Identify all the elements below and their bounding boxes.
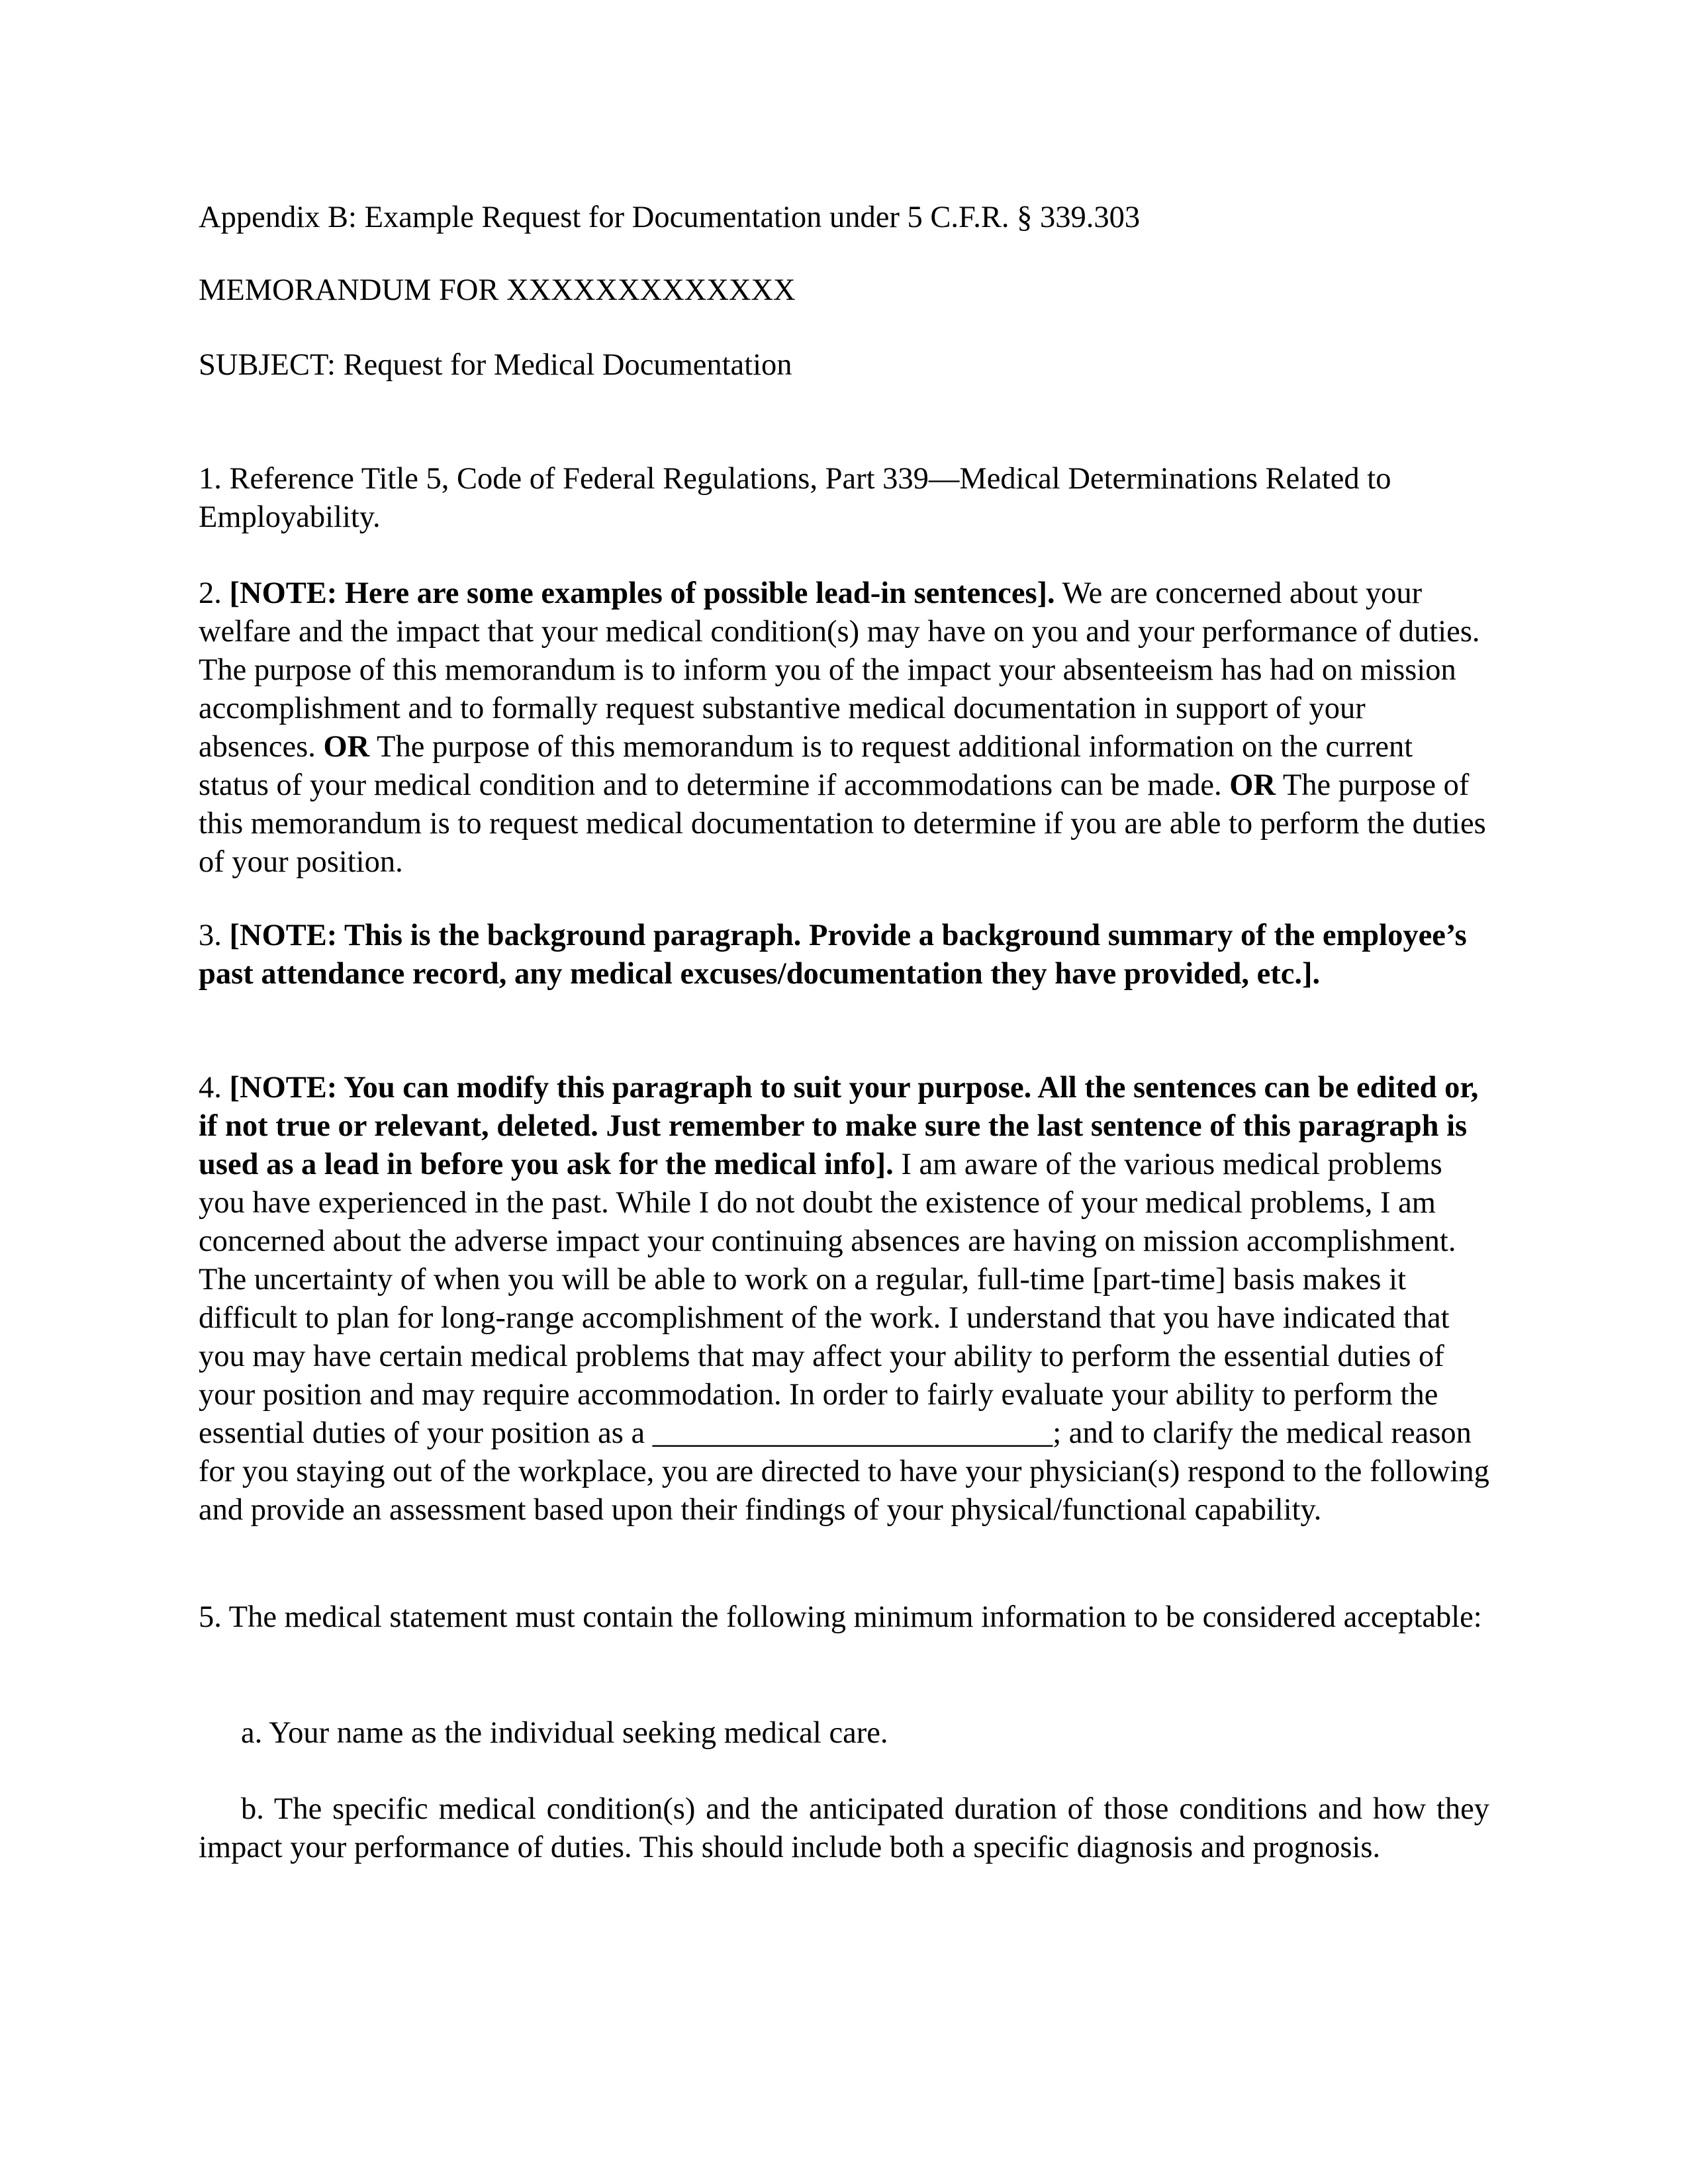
memorandum-for-line: MEMORANDUM FOR XXXXXXXXXXXXX — [199, 273, 796, 307]
paragraph-2-or-2: OR — [1229, 768, 1276, 802]
appendix-heading: Appendix B: Example Request for Documentation under 5 C.F.R. § 339.303 — [199, 201, 1141, 234]
subject-line: SUBJECT: Request for Medical Documentation — [199, 348, 792, 382]
paragraph-4-number: 4. — [199, 1071, 230, 1105]
paragraph-3-note: [NOTE: This is the background paragraph. Provide a background summary of the employee’s past attendance record, any medical excuses/documentation they have provided, etc.]. — [199, 919, 1467, 991]
paragraph-3 — [199, 917, 1489, 993]
paragraph-2-note: [NOTE: Here are some examples of possible lead-in sentences]. — [229, 576, 1055, 610]
paragraph-1: 1. Reference Title 5, Code of Federal Regulations, Part 339—Medical Determinations Related to Employability. — [199, 462, 1391, 534]
paragraph-2-text-3: The purpose of this memorandum is to request medical documentation to determine if you are able to perform the duties of your position. — [199, 768, 1486, 879]
paragraph-3-number: 3. — [199, 919, 230, 952]
paragraph-4-text: I am aware of the various medical problems you have experienced in the past. While I do not doubt the existence of your medical problems, I am concerned about the adverse impact your continuing absences are having on mission accomplishment. The uncertainty of when you will be able to work on a regular, full-time [part-time] basis makes it difficult to plan for long-range accomplishment of the work. I understand that you have indicated that you may have certain medical problems that may affect your ability to perform the essential duties of your position and may require accommodation. In order to fairly evaluate your ability to perform the essential duties of your position as a __________________________; and to clarify the medical reason for you staying out of the workplace, you are directed to have your physician(s) respond to the following and provide an assessment based upon their findings of your physical/functional capability. — [199, 1148, 1489, 1527]
paragraph-2 — [199, 574, 1489, 882]
paragraph-2-text-1: We are concerned about your welfare and the impact that your medical condition(s) may have on you and your performance of duties. The purpose of this memorandum is to inform you of the impact your absenteeism has had on mission accomplishment and to formally request substantive medical documentation in support of your absences. — [199, 576, 1480, 764]
paragraph-2-or-1: OR — [323, 730, 370, 764]
paragraph-4 — [199, 1069, 1489, 1529]
document-page — [199, 0, 1489, 2184]
paragraph-5: 5. The medical statement must contain the following minimum information to be considered acceptable: — [199, 1600, 1482, 1634]
paragraph-4-note: [NOTE: You can modify this paragraph to suit your purpose. All the sentences can be edited or, if not true or relevant, deleted. Just remember to make sure the last sentence of this paragraph is used as a lead in before you ask for the medical info]. — [199, 1071, 1479, 1181]
list-item-a: a. Your name as the individual seeking medical care. — [241, 1716, 888, 1750]
paragraph-2-number: 2. — [199, 576, 230, 610]
list-item-b: b. The specific medical condition(s) and the anticipated duration of those conditions and how they impact your performance of duties. This should include both a specific diagnosis and prognosis. — [199, 1792, 1489, 1864]
paragraph-2-text-2: The purpose of this memorandum is to request additional information on the current status of your medical condition and to determine if accommodations can be made. — [199, 730, 1413, 802]
